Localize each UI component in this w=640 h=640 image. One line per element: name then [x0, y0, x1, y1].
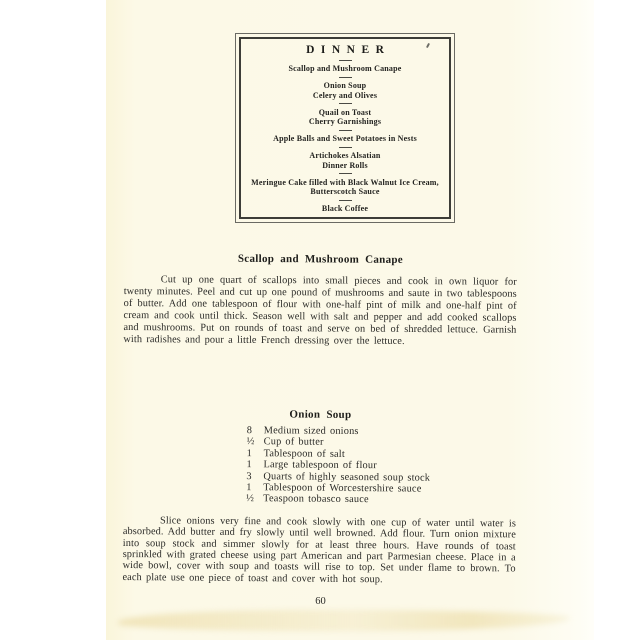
ingredient-quantity: 1 [246, 459, 252, 471]
menu-course-line: Dinner Rolls [322, 160, 368, 170]
menu-course [251, 178, 439, 197]
ingredient-name: Teaspoon tobasco sauce [263, 493, 369, 506]
menu-divider [339, 173, 352, 174]
ingredient-name: Cup of butter [263, 436, 324, 449]
menu-card [235, 33, 455, 223]
ingredient-name: Medium sized onions [263, 425, 359, 438]
page-number: 60 [315, 596, 326, 607]
menu-course-line: Butterscotch Sauce [310, 186, 380, 196]
paper [106, 0, 594, 640]
ingredient-quantity: ½ [246, 493, 254, 505]
ingredient-quantity: 3 [246, 470, 252, 482]
menu-divider [339, 60, 352, 61]
ingredient-row [246, 494, 516, 508]
menu-course-line: Apple Balls and Sweet Potatoes in Nests [273, 134, 417, 144]
menu-title: DINNER [306, 43, 391, 56]
ingredient-quantity: ½ [246, 436, 255, 448]
menu-course [313, 81, 377, 100]
menu-card-inner-frame [239, 37, 451, 219]
menu-course-line: Quail on Toast [318, 107, 372, 117]
menu-course-line: Celery and Olives [312, 90, 378, 100]
menu-divider [339, 200, 352, 201]
ingredient-name: Large tablespoon of flour [263, 459, 377, 472]
menu-course-line: Meringue Cake filled with Black Walnut Ice Cream, [251, 177, 439, 187]
menu-course [288, 64, 401, 73]
menu-divider [339, 147, 352, 148]
page-bottom-shadow [118, 610, 570, 631]
menu-divider [339, 77, 352, 78]
menu-course-line: Cherry Garnishings [308, 117, 382, 127]
menu-divider [339, 103, 352, 104]
menu-course [309, 108, 381, 127]
menu-divider [339, 130, 352, 131]
menu-course [309, 151, 380, 170]
ingredient-quantity: 8 [246, 425, 253, 437]
ingredient-list [246, 425, 517, 507]
menu-course-line: Scallop and Mushroom Canape [288, 64, 402, 74]
menu-course-line: Artichokes Alsatian [309, 151, 381, 161]
ingredient-name: Quarts of highly seasoned soup stock [263, 470, 431, 484]
ink-speck [426, 43, 430, 48]
recipe-title: Scallop and Mushroom Canape [237, 252, 404, 266]
recipe-instructions: Slice onions very fine and cook slowly with one cup of water until water is absorbed. Add butter and fry slowly until well browned. Add flour. Turn onion mixture into soup stock and simmer slowly for at least three hours. Have rounds of toast sprinkled with grated cheese using part American and part Parmesian cheese. Place in a wide bowl, cover with soup and toasts will rise to top. Set under flame to brown. To each plate use one piece of toast and cover with hot soup. [122, 515, 517, 586]
recipe-title: Onion Soup [289, 408, 352, 421]
ingredient-name: Tablespoon of salt [263, 448, 346, 460]
menu-course [273, 134, 417, 143]
ingredient-quantity: 1 [246, 447, 252, 459]
recipe-instructions: Cut up one quart of scallops into small pieces and cook in own liquor for twenty minutes. Peel and cut up one pound of mushrooms and saute in two tablespoons of butter. Add one tablespoon of flour with one-half pint of milk and one-half pint of cream and cook until thick. Season well with salt and pepper and add cooked scallops and mushrooms. Put on rounds of toast and serve on bed of shredded lettuce. Garnish with radishes and pour a little French dressing over the lettuce. [123, 274, 517, 347]
recipe-onion-soup [122, 407, 517, 587]
recipe-scallop-canape [123, 252, 517, 349]
ingredient-name: Tablespoon of Worcestershire sauce [263, 482, 422, 495]
menu-course-line: Black Coffee [321, 204, 369, 214]
menu-course-line: Onion Soup [323, 81, 367, 91]
menu-course [322, 204, 368, 213]
ingredient-quantity: 1 [246, 482, 252, 494]
